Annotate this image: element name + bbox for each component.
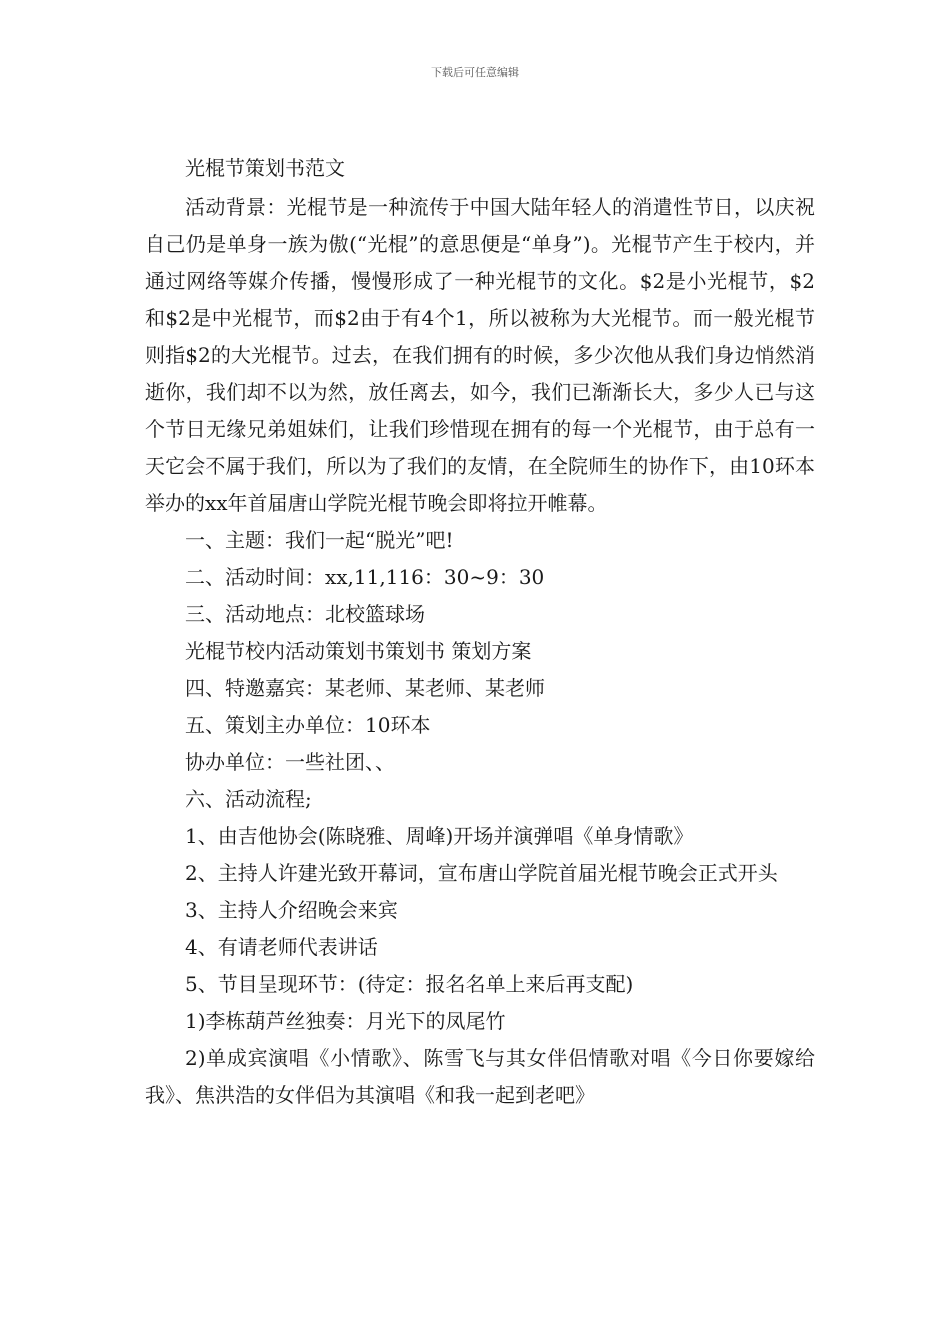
page-header-note: 下载后可任意编辑 <box>431 66 519 79</box>
document-title: 光棍节策划书范文 <box>185 156 345 180</box>
time-line: 二、活动时间：xx,11,116：30~9：30 <box>185 565 545 589</box>
process-step-1: 1、由吉他协会(陈晓雅、周峰)开场并演弹唱《单身情歌》 <box>185 824 694 848</box>
theme-line: 一、主题：我们一起“脱光”吧! <box>185 528 454 552</box>
program-item-2: 2)单成宾演唱《小情歌》、陈雪飞与其女伴侣情歌对唱《今日你要嫁给我》、焦洪浩的女伴侣为其演唱《和我一起到老吧》 <box>145 1046 815 1107</box>
process-step-3: 3、主持人介绍晚会来宾 <box>185 898 398 922</box>
process-step-5: 5、节目呈现环节：(待定：报名名单上来后再支配) <box>185 972 634 996</box>
background-paragraph: 活动背景：光棍节是一种流传于中国大陆年轻人的消遣性节日，以庆祝自己仍是单身一族为傲(“光棍”的意思便是“单身”)。光棍节产生于校内，并通过网络等媒介传播，慢慢形成了一种光棍节的文化。$2是小光棍节，$2和$2是中光棍节，而$2由于有4个1，所以被称为大光棍节。而一般光棍节则指$2的大光棍节。过去，在我们拥有的时候，多少次他从我们身边悄然消逝你，我们却不以为然，放任离去，如今，我们已渐渐长大，多少人已与这个节日无缘兄弟姐妹们，让我们珍惜现在拥有的每一个光棍节，由于总有一天它会不属于我们，所以为了我们的友情，在全院师生的协作下，由10环本举办的xx年首届唐山学院光棍节晚会即将拉开帷幕。 <box>145 195 815 515</box>
process-step-2: 2、主持人许建光致开幕词，宣布唐山学院首届光棍节晚会正式开头 <box>185 861 778 885</box>
program-item-1: 1)李栋葫芦丝独奏：月光下的凤尾竹 <box>185 1009 506 1033</box>
co-organizer-line: 协办单位：一些社团、、 <box>185 750 395 774</box>
process-step-4: 4、有请老师代表讲话 <box>185 935 378 959</box>
subtitle-line: 光棍节校内活动策划书策划书 策划方案 <box>185 639 532 663</box>
guests-line: 四、特邀嘉宾：某老师、某老师、某老师 <box>185 676 545 700</box>
organizer-line: 五、策划主办单位：10环本 <box>185 713 431 737</box>
process-heading: 六、活动流程; <box>185 787 312 811</box>
location-line: 三、活动地点：北校篮球场 <box>185 602 425 626</box>
document-body <box>145 150 815 1114</box>
